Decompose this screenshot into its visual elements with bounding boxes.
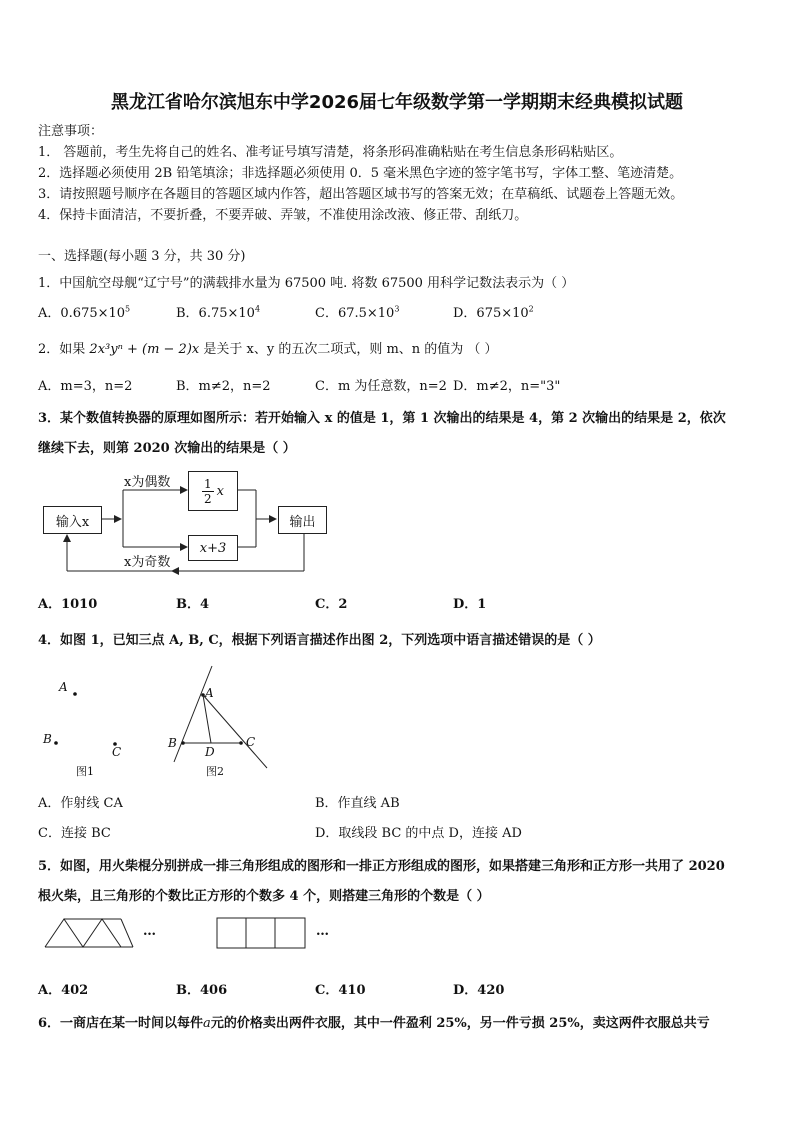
- q5-option-b: B．406: [176, 983, 228, 998]
- fig2-caption: 图2: [206, 765, 224, 778]
- q2-option-b: B．m≠2，n=2: [176, 379, 271, 394]
- fig2-point-d-label: D: [205, 745, 215, 759]
- q3-option-a: A．1010: [38, 597, 98, 612]
- notice-item-3: 3．请按照题号顺序在各题目的答题区域内作答，超出答题区域书写的答案无效；在草稿纸、试题卷上答题无效。: [38, 187, 684, 202]
- page-title: 黑龙江省哈尔滨旭东中学2026届七年级数学第一学期期末经典模拟试题: [110, 92, 684, 113]
- q2-option-d: D．m≠2，n="3": [453, 379, 561, 394]
- fig1-caption: 图1: [76, 765, 94, 778]
- fig1-point-c-label: C: [112, 745, 122, 759]
- q2-expression: 2x³yⁿ + (m − 2)x: [89, 342, 200, 357]
- q3-option-d: D．1: [453, 597, 487, 612]
- triangles-ellipsis: …: [143, 924, 156, 939]
- notice-item-1: 1． 答题前，考生先将自己的姓名、准考证号填写清楚，将条形码准确粘贴在考生信息条形码粘贴区。: [38, 145, 623, 160]
- q4-option-a: A．作射线 CA: [38, 796, 123, 811]
- fig1-point-a-label: A: [59, 680, 68, 694]
- q1-stem: 1．中国航空母舰“辽宁号”的满载排水量为 67500 吨. 将数 67500 用科学记数法表示为（ ）: [38, 276, 575, 291]
- fig1-point-b-label: B: [43, 732, 52, 746]
- section-heading: 一、选择题(每小题 3 分，共 30 分): [38, 249, 246, 264]
- fig2-point-a-label: A: [205, 686, 214, 700]
- one-half-fraction: $\frac{1}{2}$: [204, 476, 212, 506]
- notice-heading: 注意事项：: [38, 124, 104, 139]
- q3-stem-line2: 继续下去，则第 2020 次输出的结果是（ ）: [38, 441, 296, 456]
- q2-option-a: A．m=3，n=2: [38, 379, 133, 394]
- q3-option-c: C．2: [315, 597, 348, 612]
- flow-input-box: 输入x: [43, 506, 102, 534]
- q1-option-d: D．$675\times 10^2$: [453, 304, 534, 321]
- q3-stem-line1: 3．某个数值转换器的原理如图所示：若开始输入 x 的值是 1，第 1 次输出的结果是 4，第 2 次输出的结果是 2，依次: [38, 411, 726, 426]
- q5-option-d: D．420: [453, 983, 505, 998]
- flow-half-box: $\frac{1}{2}$ x: [188, 471, 238, 511]
- q1-option-a: A．$0.675\times 10^5$: [38, 304, 131, 321]
- q4-option-b: B．作直线 AB: [315, 796, 400, 811]
- flow-even-label: x为偶数: [124, 475, 171, 490]
- notice-item-2: 2．选择题必须使用 2B 铅笔填涂；非选择题必须使用 0．5 毫米黑色字迹的签字笔书写，字体工整、笔迹清楚。: [38, 166, 683, 181]
- flow-odd-label: x为奇数: [124, 555, 171, 570]
- flow-plus3-box: x+3: [188, 535, 238, 561]
- q5-stem-line2: 根火柴，且三角形的个数比正方形的个数多 4 个，则搭建三角形的个数是（ ）: [38, 889, 490, 904]
- q2-option-c: C．m 为任意数，n=2: [315, 379, 447, 394]
- q4-stem: 4．如图 1，已知三点 A, B, C，根据下列语言描述作出图 2，下列选项中语言描述错误的是（ ）: [38, 633, 601, 648]
- q1-option-b: B．$6.75\times 10^4$: [176, 304, 261, 321]
- q5-stem-line1: 5．如图，用火柴棍分别拼成一排三角形组成的图形和一排正方形组成的图形，如果搭建三角形和正方形一共用了 2020: [38, 859, 725, 874]
- q6-stem: 6．一商店在某一时间以每件a元的价格卖出两件衣服，其中一件盈利 25%，另一件亏损 25%，卖这两件衣服总共亏: [38, 1016, 710, 1031]
- notice-item-4: 4．保持卡面清洁，不要折叠，不要弄破、弄皱，不准使用涂改液、修正带、刮纸刀。: [38, 208, 528, 223]
- q3-option-b: B．4: [176, 597, 210, 612]
- q5-option-c: C．410: [315, 983, 366, 998]
- fig2-point-b-label: B: [168, 736, 177, 750]
- squares-ellipsis: …: [316, 924, 329, 939]
- flow-output-box: 输出: [278, 506, 327, 534]
- q4-option-c: C．连接 BC: [38, 826, 111, 841]
- q5-option-a: A．402: [38, 983, 89, 998]
- q4-option-d: D．取线段 BC 的中点 D，连接 AD: [315, 826, 522, 841]
- fig2-point-c-label: C: [246, 735, 256, 749]
- q1-option-c: C．$67.5\times 10^3$: [315, 304, 400, 321]
- q2-stem: 2．如果 2x³yⁿ + (m − 2)x 是关于 x、y 的五次二项式，则 m、n 的值为 （ ）: [38, 342, 498, 357]
